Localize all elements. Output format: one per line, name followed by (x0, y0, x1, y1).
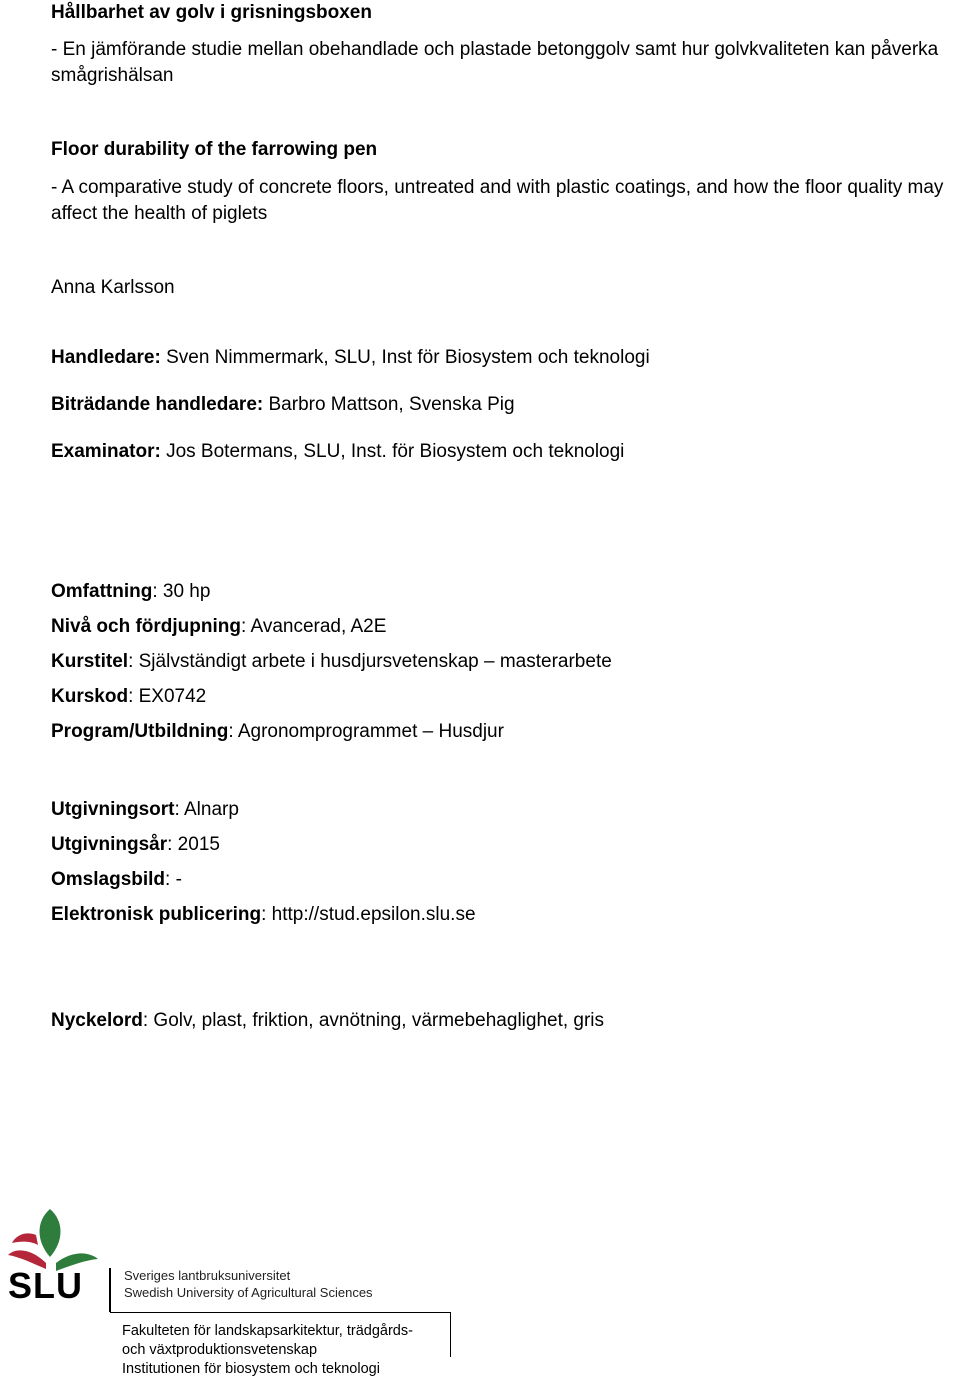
place-label: Utgivningsort (51, 799, 175, 820)
program-line (51, 720, 504, 744)
keywords-label: Nyckelord (51, 1010, 143, 1031)
subtitle-english: - A comparative study of concrete floors, untreated and with plastic coatings, and how the floor quality may affect the health of piglets (51, 177, 944, 224)
credits-line (51, 580, 210, 604)
place-value: : Alnarp (174, 799, 239, 820)
faculty-line-2: och växtproduktionsvetenskap (122, 1342, 318, 1358)
electronic-publishing-line (51, 903, 476, 927)
keywords-line (51, 1009, 604, 1033)
subtitle-swedish: - En jämförande studie mellan obehandlade och plastade betonggolv samt hur golvkvaliteten kan påverka smågrishälsan (51, 39, 939, 86)
year-line (51, 833, 220, 857)
assistant-supervisor-line (51, 393, 515, 417)
program-label: Program/Utbildning (51, 721, 229, 742)
course-code-line (51, 685, 206, 709)
title-swedish: Hållbarhet av golv i grisningsboxen (51, 2, 372, 23)
year-label: Utgivningsår (51, 834, 168, 855)
course-title-label: Kurstitel (51, 651, 129, 672)
course-title-value: : Självständigt arbete i husdjursvetenskap – masterarbete (128, 651, 612, 672)
assistant-supervisor-label: Biträdande handledare: (51, 394, 264, 415)
electronic-publishing-value[interactable]: : http://stud.epsilon.slu.se (261, 904, 476, 925)
course-title-line (51, 650, 612, 674)
year-value: : 2015 (167, 834, 220, 855)
university-name-swedish: Sveriges lantbruksuniversitet (124, 1268, 291, 1283)
course-code-label: Kurskod (51, 686, 129, 707)
university-name-english: Swedish University of Agricultural Sciences (124, 1285, 373, 1300)
program-value: : Agronomprogrammet – Husdjur (228, 721, 504, 742)
author-name: Anna Karlsson (51, 277, 175, 298)
assistant-supervisor-value: Barbro Mattson, Svenska Pig (263, 394, 515, 415)
slu-logo-text: SLU (8, 1265, 83, 1306)
title-english: Floor durability of the farrowing pen (51, 139, 378, 160)
cover-image-value: : - (165, 869, 182, 890)
department-line: Institutionen för biosystem och teknologi (122, 1361, 380, 1377)
examiner-value: Jos Botermans, SLU, Inst. för Biosystem och teknologi (160, 441, 625, 462)
electronic-publishing-label: Elektronisk publicering (51, 904, 262, 925)
examiner-label: Examinator: (51, 441, 161, 462)
examiner-line (51, 440, 624, 464)
supervisor-line (51, 346, 650, 370)
supervisor-label: Handledare: (51, 347, 161, 368)
credits-label: Omfattning (51, 581, 153, 602)
cover-image-label: Omslagsbild (51, 869, 166, 890)
level-value: : Avancerad, A2E (241, 616, 387, 637)
faculty-line-1: Fakulteten för landskapsarkitektur, trädgårds- (122, 1323, 413, 1339)
keywords-value: : Golv, plast, friktion, avnötning, värmebehaglighet, gris (142, 1010, 605, 1031)
cover-image-line (51, 868, 182, 892)
credits-value: : 30 hp (152, 581, 211, 602)
level-label: Nivå och fördjupning (51, 616, 241, 637)
supervisor-value: Sven Nimmermark, SLU, Inst för Biosystem och teknologi (160, 347, 650, 368)
course-code-value: : EX0742 (128, 686, 207, 707)
logo-divider (109, 1268, 111, 1312)
level-line (51, 615, 386, 639)
place-line (51, 798, 239, 822)
